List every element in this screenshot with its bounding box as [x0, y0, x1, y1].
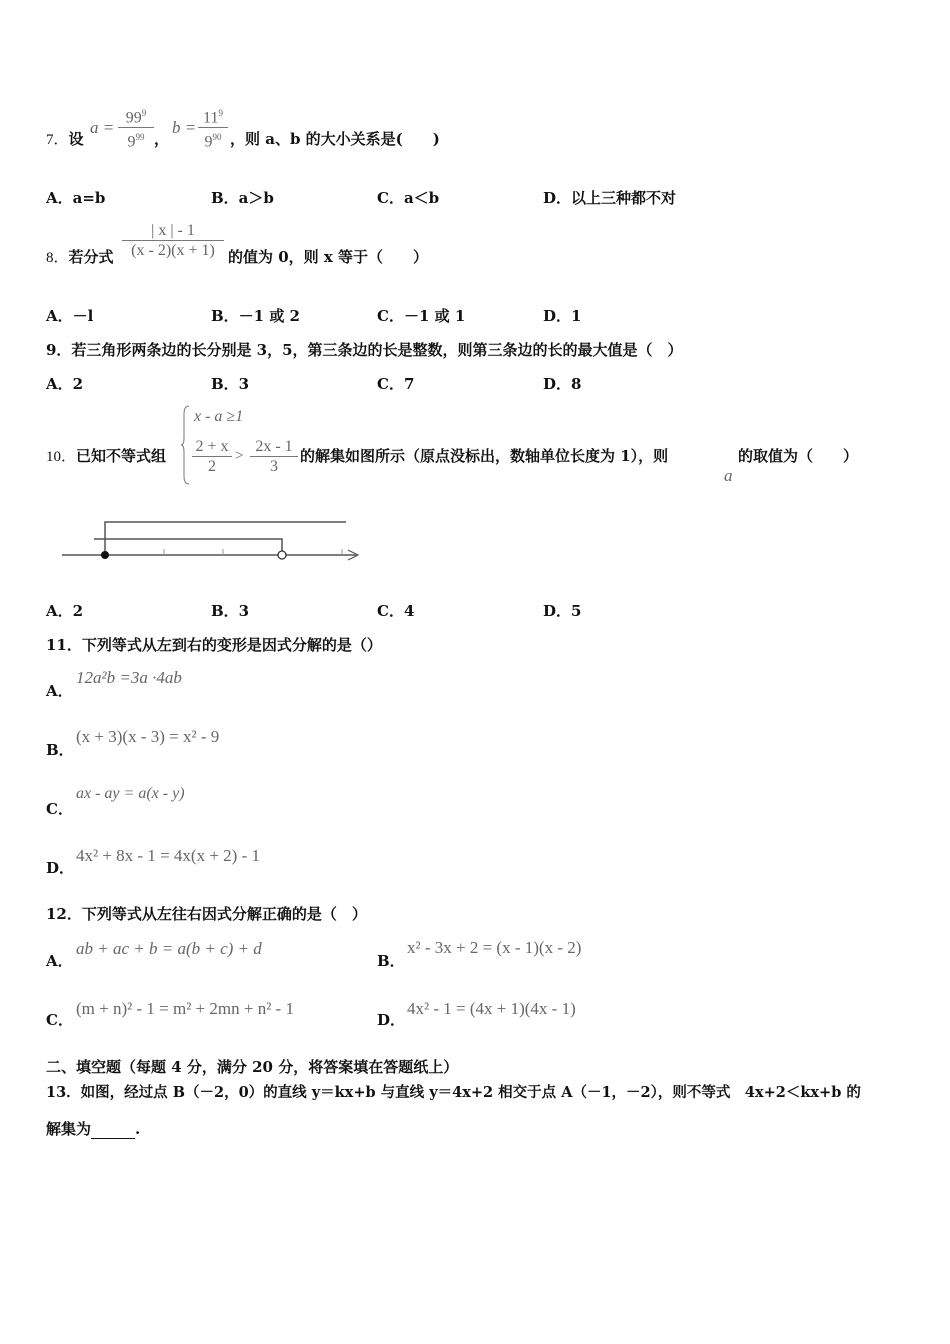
q10-stem: 10．已知不等式组 [46, 447, 167, 465]
q10-option-d[interactable]: D．5 [543, 602, 582, 620]
q7-tail: ，则 a、b 的大小关系是( ) [230, 130, 440, 148]
q8-tail: 的值为 0，则 x 等于（ ） [228, 248, 429, 266]
q7-b-expr: b = [172, 118, 197, 137]
q10-gt: > [235, 448, 244, 464]
q12-option-b-label[interactable]: B． [377, 952, 405, 970]
q12-stem: 12．下列等式从左往右因式分解正确的是（ ） [46, 905, 367, 923]
q8-option-b[interactable]: B．－1 或 2 [211, 307, 300, 325]
q9-option-d[interactable]: D．8 [543, 375, 582, 393]
q8-option-c[interactable]: C．－1 或 1 [377, 307, 466, 325]
section2-title: 二、填空题（每题 4 分，满分 20 分，将答案填在答题纸上） [46, 1058, 459, 1076]
q10-tail2: 的取值为（ ） [738, 447, 859, 465]
q11-option-c-label[interactable]: C． [46, 800, 73, 818]
q11-option-a-expr: 12a²b =3a ·4ab [76, 668, 182, 687]
q10-option-a[interactable]: A．2 [46, 602, 84, 620]
q10-line1: x - a ≥1 [194, 408, 244, 425]
q12-option-d-expr: 4x² - 1 = (4x + 1)(4x - 1) [407, 999, 576, 1018]
q10-option-b[interactable]: B．3 [211, 602, 250, 620]
q10-fraction2: $\frac{2x - 1}{3}$ [250, 437, 298, 476]
q7-option-d[interactable]: D．以上三种都不对 [543, 189, 677, 207]
q11-option-d-expr: 4x² + 8x - 1 = 4x(x + 2) - 1 [76, 846, 261, 865]
q12-option-a-label[interactable]: A． [46, 952, 73, 970]
q7-option-b[interactable]: B．a＞b [211, 189, 274, 207]
q10-brace [180, 404, 192, 486]
q10-number-line [58, 514, 368, 566]
q11-option-d-label[interactable]: D． [46, 859, 75, 877]
q8-stem: 8．若分式 [46, 248, 114, 266]
q11-stem: 11．下列等式从左到右的变形是因式分解的是（） [46, 636, 382, 654]
q8-option-a[interactable]: A．－l [46, 307, 94, 325]
q11-option-a-label[interactable]: A． [46, 682, 73, 700]
q7-stem: 7．设 [46, 130, 84, 148]
q7-option-c[interactable]: C．a＜b [377, 189, 440, 207]
q12-option-c-label[interactable]: C． [46, 1011, 73, 1029]
q13-answer-line: 解集为 . [46, 1120, 141, 1138]
q13-stem: 13．如图，经过点 B（－2，0）的直线 y＝kx+b 与直线 y＝4x+2 相交于点 A（－1，－2），则不等式 4x+2＜kx+b 的 [46, 1084, 861, 1101]
q8-fraction: $\frac{| x | - 1}{(x - 2)(x + 1)}$ [122, 221, 224, 260]
q9-option-a[interactable]: A．2 [46, 375, 84, 393]
q9-option-c[interactable]: C．7 [377, 375, 415, 393]
q10-tail: 的解集如图所示（原点没标出，数轴单位长度为 1），则 [300, 447, 669, 465]
q11-option-c-expr: ax - ay = a(x - y) [76, 785, 185, 802]
q12-option-d-label[interactable]: D． [377, 1011, 406, 1029]
q9-option-b[interactable]: B．3 [211, 375, 250, 393]
solution-region-lower [94, 539, 282, 555]
q9-stem: 9．若三角形两条边的长分别是 3，5，第三条边的长是整数，则第三条边的长的最大值是（ ） [46, 341, 683, 359]
q12-option-a-expr: ab + ac + b = a(b + c) + d [76, 939, 262, 958]
q7-option-a[interactable]: A．a=b [46, 189, 106, 207]
q7-a-expr: a = [90, 118, 115, 137]
q7-a-fraction: $\frac{99^9}{9^{99}}$ [118, 104, 154, 152]
q10-var: a [724, 466, 733, 485]
q12-option-c-expr: (m + n)² - 1 = m² + 2mn + n² - 1 [76, 999, 294, 1018]
closed-endpoint [101, 551, 109, 559]
q10-fraction1: $\frac{2 + x}{2}$ [192, 437, 232, 476]
q13-answer-blank[interactable] [91, 1120, 135, 1139]
q8-option-d[interactable]: D．1 [543, 307, 582, 325]
q7-b-fraction: $\frac{11^9}{9^{90}}$ [198, 104, 228, 152]
q11-option-b-expr: (x + 3)(x - 3) = x² - 9 [76, 727, 220, 746]
q11-option-b-label[interactable]: B． [46, 741, 74, 759]
q7-comma: ， [154, 130, 170, 148]
open-endpoint [278, 551, 286, 559]
q10-option-c[interactable]: C．4 [377, 602, 415, 620]
q12-option-b-expr: x² - 3x + 2 = (x - 1)(x - 2) [407, 938, 582, 957]
